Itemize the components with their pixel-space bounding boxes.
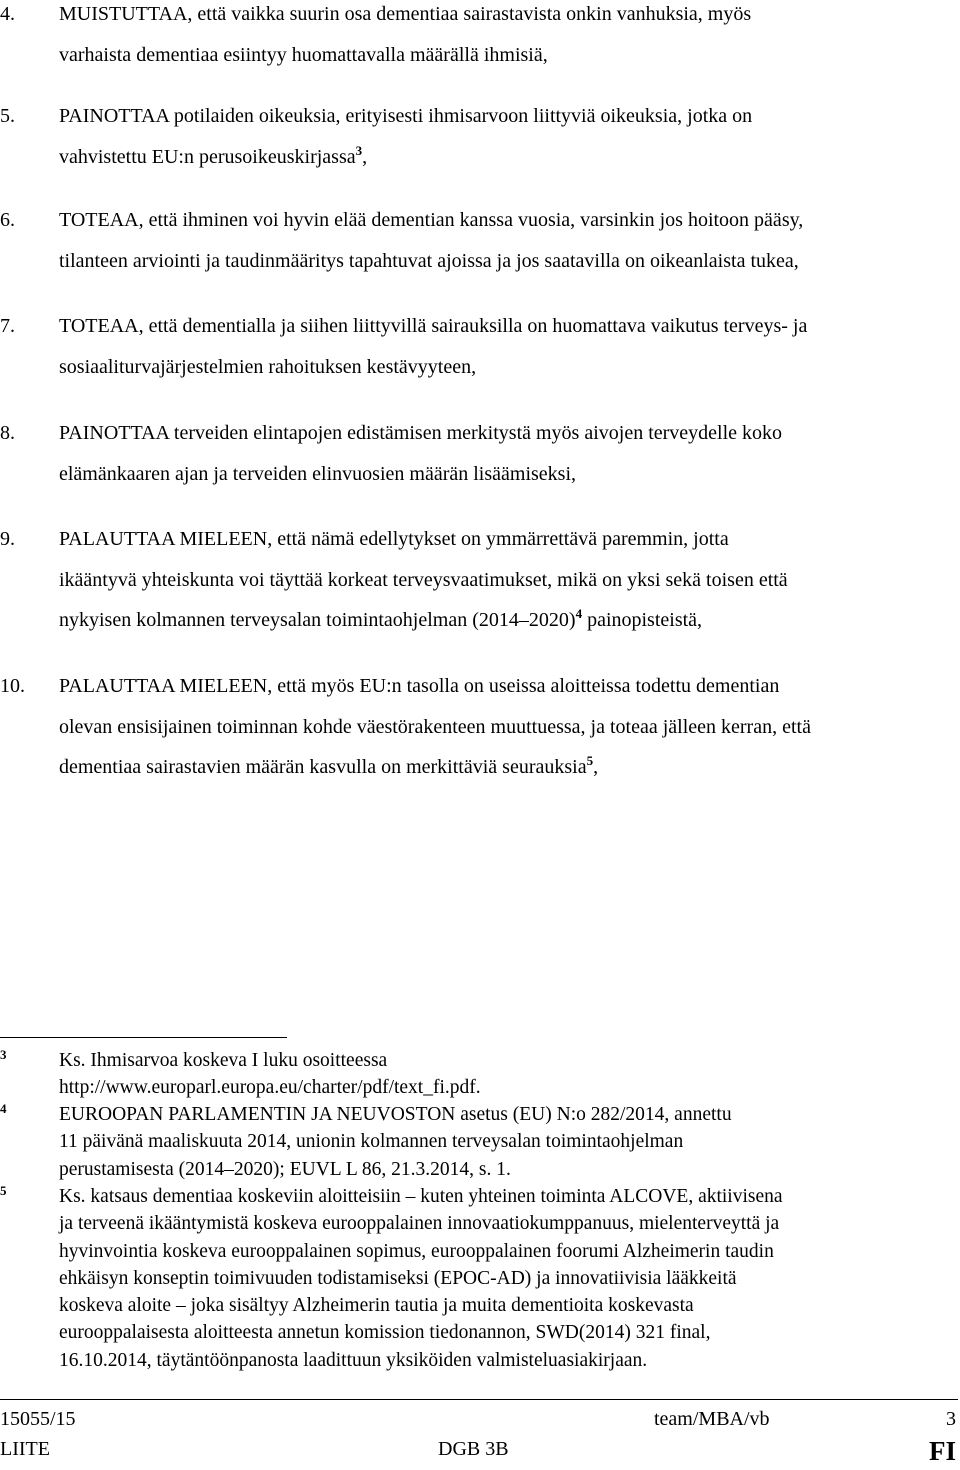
paragraph-text: nykyisen kolmannen terveysalan toimintaohjelman (2014–2020) xyxy=(59,609,576,631)
paragraph-line: PAINOTTAA terveiden elintapojen edistämisen merkitystä myös aivojen terveydelle koko xyxy=(59,422,783,444)
footer-author: team/MBA/vb xyxy=(654,1408,770,1430)
paragraph-line: varhaista dementiaa esiintyy huomattavalla määrällä ihmisiä, xyxy=(59,43,548,66)
paragraph-line: olevan ensisijainen toiminnan kohde väestörakenteen muuttuessa, ja toteaa jälleen kerran, että xyxy=(59,715,811,738)
footnote-line: eurooppalaisesta aloitteesta annetun komission tiedonannon, SWD(2014) 321 final, xyxy=(59,1322,711,1344)
paragraph-6 xyxy=(0,200,955,281)
paragraph-line: tilanteen arviointi ja taudinmääritys tapahtuvat ajoissa ja jos saatavilla on oikeanlaista tukea, xyxy=(59,249,799,272)
footnote-reference-4[interactable]: 4 xyxy=(575,606,583,621)
footnote-3 xyxy=(0,1047,955,1102)
paragraph-line-with-reference xyxy=(59,747,955,788)
footnote-reference-5[interactable]: 5 xyxy=(586,753,594,768)
footer-page-number: 3 xyxy=(946,1408,956,1430)
footer-doc-number: 15055/15 xyxy=(0,1408,76,1430)
footnote-line: hyvinvointia koskeva eurooppalainen sopimus, eurooppalainen foorumi Alzheimerin taudin xyxy=(59,1240,774,1262)
footnote-link[interactable]: http://www.europarl.europa.eu/charter/pdf/text_fi.pdf. xyxy=(59,1077,481,1099)
footnote-4 xyxy=(0,1101,955,1183)
footnote-separator xyxy=(0,1037,287,1038)
paragraph-number: 7. xyxy=(0,315,15,337)
paragraph-line: PAINOTTAA potilaiden oikeuksia, erityisesti ihmisarvoon liittyviä oikeuksia, jotka on xyxy=(59,105,753,127)
paragraph-line: ikääntyvä yhteiskunta voi täyttää korkeat terveysvaatimukset, mikä on yksi sekä toisen että xyxy=(59,568,788,591)
paragraph-line: PALAUTTAA MIELEEN, että nämä edellytykset on ymmärrettävä paremmin, jotta xyxy=(59,528,729,550)
footer-annex: LIITE xyxy=(0,1438,50,1460)
paragraph-number: 5. xyxy=(0,105,15,127)
footnote-reference-3[interactable]: 3 xyxy=(355,142,363,158)
paragraph-text: , xyxy=(593,756,599,778)
paragraph-7 xyxy=(0,306,955,387)
paragraph-number: 4. xyxy=(0,3,15,25)
paragraph-text: vahvistettu EU:n perusoikeuskirjassa xyxy=(59,145,356,168)
footer-dg: DGB 3B xyxy=(438,1438,509,1460)
paragraph-10 xyxy=(0,666,955,788)
paragraph-5 xyxy=(0,96,955,177)
footer-separator xyxy=(0,1399,958,1400)
paragraph-9 xyxy=(0,519,955,641)
paragraph-line: MUISTUTTAA, että vaikka suurin osa dementiaa sairastavista onkin vanhuksia, myös xyxy=(59,3,752,25)
paragraph-text: , xyxy=(362,145,368,168)
paragraph-line: PALAUTTAA MIELEEN, että myös EU:n tasolla on useissa aloitteissa todettu dementian xyxy=(59,675,780,697)
footnote-line: 16.10.2014, täytäntöönpanosta laadittuun yksiköiden valmisteluasiakirjaan. xyxy=(59,1349,648,1371)
paragraph-4 xyxy=(0,0,955,75)
paragraph-line-with-reference xyxy=(59,600,955,641)
footnote-line: koskeva aloite – joka sisältyy Alzheimerin tautia ja muita dementioita koskevasta xyxy=(59,1295,694,1317)
footnote-line: Ks. Ihmisarvoa koskeva I luku osoitteessa xyxy=(59,1050,388,1071)
paragraph-line-with-reference xyxy=(59,137,955,178)
paragraph-line: TOTEAA, että ihminen voi hyvin elää dementian kanssa vuosia, varsinkin jos hoitoon pääsy, xyxy=(59,209,804,231)
paragraph-number: 10. xyxy=(0,675,25,697)
paragraph-8 xyxy=(0,413,955,494)
paragraph-text: dementiaa sairastavien määrän kasvulla on merkittäviä seurauksia xyxy=(59,756,587,778)
footnote-line: 11 päivänä maaliskuuta 2014, unionin kolmannen terveysalan toimintaohjelman xyxy=(59,1131,684,1153)
paragraph-line: sosiaaliturvajärjestelmien rahoituksen kestävyyteen, xyxy=(59,355,477,378)
footnote-line: perustamisesta (2014–2020); EUVL L 86, 21.3.2014, s. 1. xyxy=(59,1158,511,1180)
footer-language: FI xyxy=(929,1436,956,1466)
footnote-line: ja terveenä ikääntymistä koskeva eurooppalainen innovaatiokumppanuus, mielenterveyttä ja xyxy=(59,1213,780,1235)
paragraph-text: painopisteistä, xyxy=(582,609,703,631)
paragraph-number: 8. xyxy=(0,422,15,444)
footnote-number: 4 xyxy=(0,1101,7,1116)
paragraph-line: TOTEAA, että dementialla ja siihen liittyvillä sairauksilla on huomattava vaikutus terveys- ja xyxy=(59,315,808,337)
footnote-5 xyxy=(0,1183,955,1374)
paragraph-line: elämänkaaren ajan ja terveiden elinvuosien määrän lisäämiseksi, xyxy=(59,462,577,485)
footnote-line: Ks. katsaus dementiaa koskeviin aloitteisiin – kuten yhteinen toiminta ALCOVE, aktiivisena xyxy=(59,1186,783,1207)
paragraph-number: 9. xyxy=(0,528,15,550)
footnote-number: 3 xyxy=(0,1047,7,1062)
footnote-number: 5 xyxy=(0,1183,7,1198)
paragraph-number: 6. xyxy=(0,209,15,231)
footnote-line: ehkäisyn konseptin toimivuuden todistamiseksi (EPOC-AD) ja innovatiivisia lääkkeitä xyxy=(59,1267,737,1289)
footnote-line: EUROOPAN PARLAMENTIN JA NEUVOSTON asetus (EU) N:o 282/2014, annettu xyxy=(59,1104,732,1125)
